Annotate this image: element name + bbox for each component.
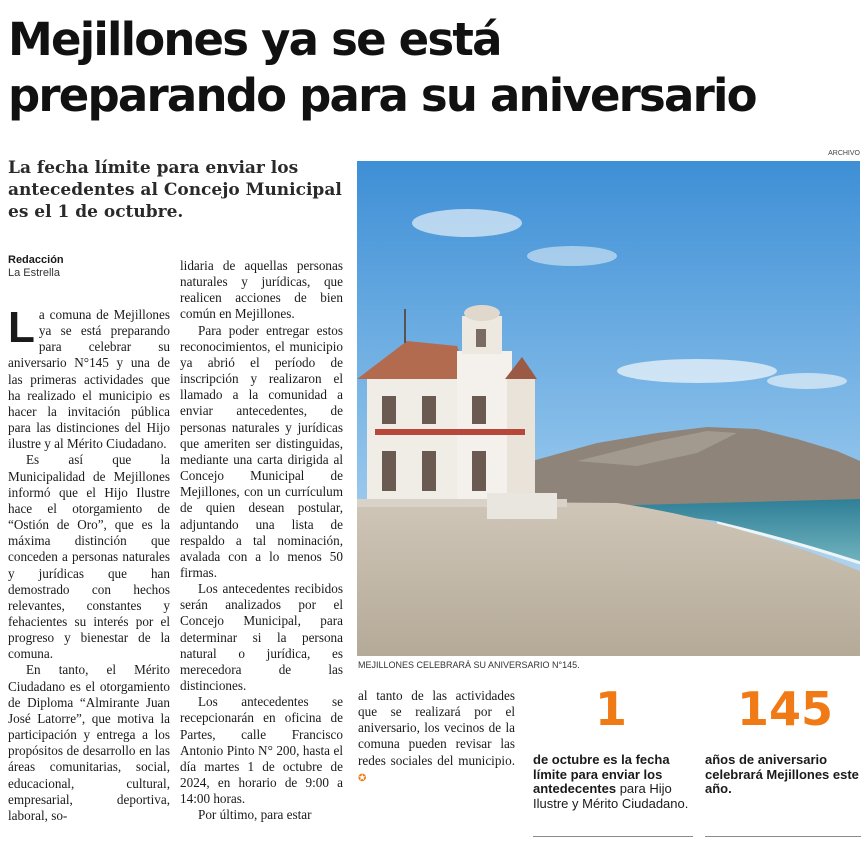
- stat-divider: [705, 836, 861, 837]
- stat-description-deadline: [533, 753, 693, 811]
- body-paragraph: Para poder entregar estos reconocimientos, el municipio ya abrió el período de inscripción y realizaron el llamado a la comunidad a enviar antecedentes, de personas naturales y jurídicas que ameriten ser distinguidas, mediante una carta dirigida al Concejo Municipal de Mejillones, con un currículum de quien desean postular, adjuntando una lista de respaldo a tal nominación, avalada con a lo menos 50 firmas.: [180, 322, 343, 580]
- article-column-2: [180, 258, 343, 823]
- body-paragraph: lidaria de aquellas personas naturales y jurídicas, que realicen acciones de bien común en Mejillones.: [180, 258, 343, 322]
- paragraph-text: a comuna de Mejillones ya se está preparando para celebrar su aniversario N°145 y una de las primeras actividades que ha realizado el municipio es hacer la invitación pública para las distinciones del Hijo ilustre y al Mérito Ciudadano.: [8, 307, 170, 452]
- body-paragraph: [358, 688, 515, 787]
- body-paragraph: Los antecedentes recibidos serán analizados por el Concejo Municipal, para determinar si la persona natural o jurídica, es merecedora de las distinciones.: [180, 581, 343, 694]
- beach-building-illustration: [357, 161, 860, 656]
- headline: [8, 12, 858, 124]
- byline-outlet: La Estrella: [8, 267, 60, 279]
- body-paragraph: En tanto, el Mérito Ciudadano es el otorgamiento de Diploma “Almirante Juan José Latorre”, que motiva la participación y entrega a los propósitos de desarrollo en las áreas comunitarias, social, educacional, cultural, empresarial, deportiva, laboral, so-: [8, 662, 170, 823]
- stat-regular-text: para Hijo Ilustre y Mérito Ciudadano.: [533, 781, 689, 811]
- body-paragraph: [8, 303, 170, 452]
- subheadline: La fecha límite para enviar los antecedentes al Concejo Municipal es el 1 de octubre.: [8, 158, 342, 222]
- paragraph-text: al tanto de las actividades que se realizará por el aniversario, los vecinos de la comuna pueden revisar las redes sociales del municipio.: [358, 688, 515, 768]
- drop-cap: L: [8, 303, 35, 352]
- body-paragraph: Por último, para estar: [198, 807, 312, 823]
- end-mark-icon: ✪: [358, 772, 367, 784]
- stat-bold-text: de octubre es la fecha límite para enviar los antedecentes: [533, 752, 670, 796]
- article-column-3: [358, 688, 515, 787]
- article-column-1: [8, 303, 170, 824]
- photo-caption: MEJILLONES CELEBRARÁ SU ANIVERSARIO N°145.: [358, 660, 580, 670]
- body-paragraph: Los antecedentes se recepcionarán en oficina de Partes, calle Francisco Antonio Pinto N° 200, hasta el día martes 1 de octubre de 2024, en horario de 9:00 a 14:00 horas.: [180, 694, 343, 807]
- stat-divider: [533, 836, 693, 837]
- stat-bold-text: años de aniversario celebrará Mejillones este año.: [705, 752, 859, 796]
- headline-line-2: preparando para su aniversario: [8, 69, 756, 122]
- photo-credit: ARCHIVO: [828, 150, 860, 157]
- article-photo: [357, 161, 860, 656]
- stat-number-anniversary: 145: [737, 682, 834, 736]
- byline-author: Redacción: [8, 254, 64, 266]
- stat-number-deadline: 1: [595, 682, 628, 736]
- headline-line-1: Mejillones ya se está: [8, 13, 501, 66]
- body-paragraph: Es así que la Municipalidad de Mejillones informó que el Hijo Ilustre hace el otorgamiento de “Ostión de Oro”, que es la máxima distinción que conceden a personas naturales y jurídicas que han demostrado con hechos relevantes, constantes y fehacientes su interés por el progreso y bienestar de la comuna.: [8, 452, 170, 662]
- stat-description-anniversary: [705, 753, 861, 797]
